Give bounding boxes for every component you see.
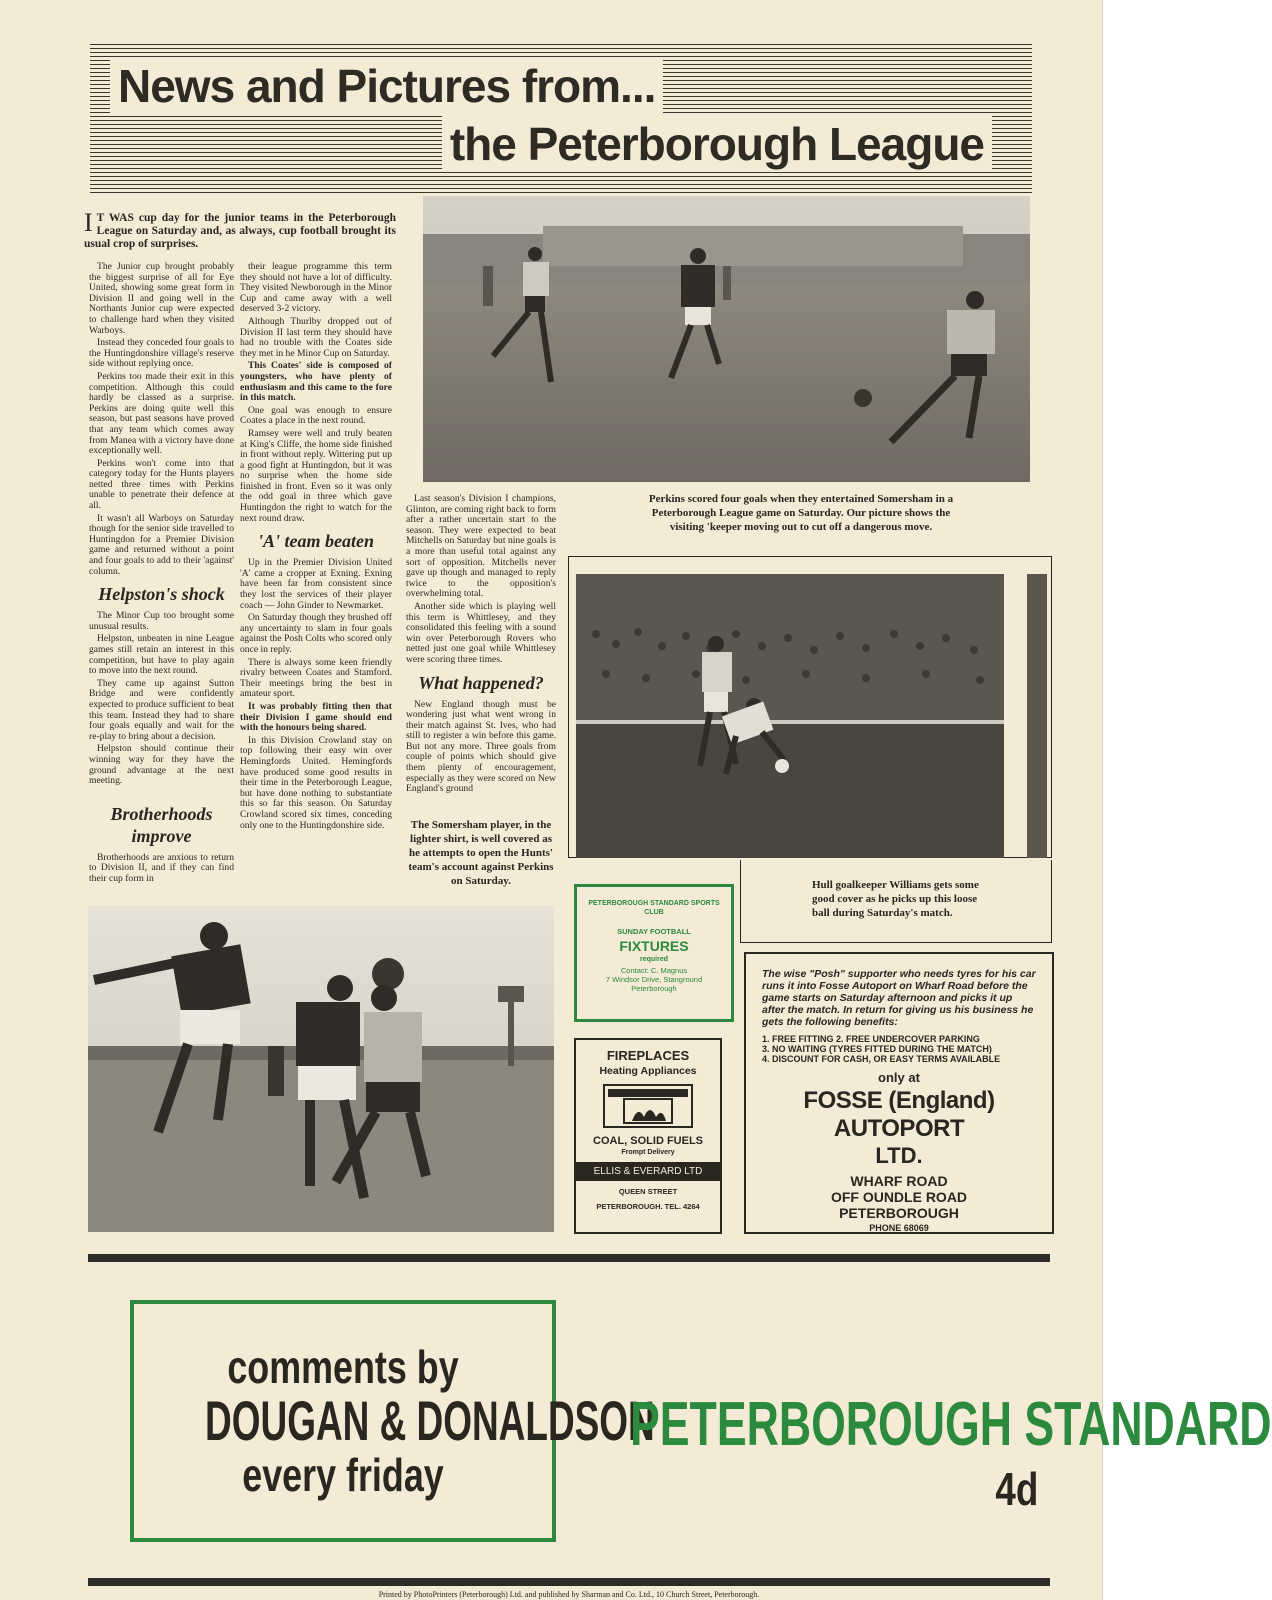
photo-heading-duel <box>88 906 554 1232</box>
caption-perkins: Perkins scored four goals when they entertained Somersham in a Peterborough League game on Saturday. Our picture shows the visiting 'keeper moving out to cut off a dangerous move. <box>648 493 954 533</box>
promo-paper-name: PETERBOROUGH STANDARD <box>630 1390 1272 1459</box>
paragraph: They came up against Sutton Bridge and were confidently expected to produce sufficient to beat this team. Instead they had to share four goals equally and wait for the re-play to bring about a decision. <box>89 677 234 742</box>
ad-sports-contact: Contact: C. Magnus <box>620 966 688 975</box>
ad-sports-title: PETERBOROUGH STANDARD SPORTS CLUB <box>588 900 720 916</box>
paragraph: It wasn't all Warboys on Saturday though for the senior side travelled to Huntingdon for a Premier Division game and returned without a point and four goals to add to their 'against' column. <box>89 512 234 577</box>
paragraph: Perkins won't come into that category today for the Hunts players netted three times with Perkins unable to penetrate their defence at all. <box>89 457 234 512</box>
ad-fosse-phone: PHONE 68069 <box>869 1223 929 1233</box>
benefit-4: 4. DISCOUNT FOR CASH, OR EASY TERMS AVAILABLE <box>762 1054 1001 1064</box>
benefit-1-2: 1. FREE FITTING 2. FREE UNDERCOVER PARKING <box>762 1034 980 1044</box>
ad-fosse-name: FOSSE (England) AUTOPORT <box>803 1087 995 1142</box>
paragraph: Last season's Division I champions, Glinton, are coming right back to form after a rather uncertain start to the season. They were expected to beat Mitchells on Saturday but nine goals is a more than useful total against any sort of opposition. Mitchells never gave up though and managed to reply twice to the opposition's overwhelming total. <box>406 493 556 600</box>
paragraph: One goal was enough to ensure Coates a place in the next round. <box>240 404 392 427</box>
ad-fosse-only: only at <box>878 1070 920 1085</box>
imprint-footer: Printed by PhotoPrinters (Peterborough) Ltd. and published by Sharman and Co. Ltd., 10 Church Street, Peterborough. <box>378 1590 760 1599</box>
paragraph: their league programme this term they should not have a lot of difficulty. They visited Newborough in the Minor Cup and came away with a well deserved 3-2 victory. <box>240 261 392 315</box>
fireplace-icon <box>602 1083 694 1129</box>
paragraph: New England though must be wondering just what went wrong in their match against St. Ives, who had still to register a win before this game. But not any more. Three goals from couple of points which should give them plenty of encouragement, especially as they were scored on New England's ground <box>406 698 556 795</box>
paragraph: Brotherhoods are anxious to return to Division II, and if they can find their cup form in <box>89 851 234 884</box>
ad-fosse-ltd: LTD. <box>875 1143 923 1168</box>
article-column-1 <box>89 262 234 887</box>
paragraph: Ramsey were well and truly beaten at King's Cliffe, the home side finished in front without reply. Wittering put up a good fight at Huntingdon, but it was no surprise when the home side finished in front. Even so it was only the odd goal in three which gave Huntingdon the right to watch for the next round draw. <box>240 427 392 524</box>
ad-fire-firm: ELLIS & EVERARD LTD <box>576 1162 720 1181</box>
paragraph: The Minor Cup too brought some unusual results. <box>89 610 234 632</box>
paragraph-bold: This Coates' side is composed of youngsters, who have plenty of enthusiasm and this came to the fore in this match. <box>240 360 392 404</box>
ad-sports-club <box>574 884 734 1022</box>
paragraph: Helpston should continue their winning way for they have the ground advantage at the next meeting. <box>89 743 234 787</box>
ad-fire-title: FIREPLACES <box>606 1048 690 1063</box>
lead-paragraph <box>84 208 396 257</box>
promo-comments-box <box>130 1300 655 1542</box>
benefit-3: 3. NO WAITING (TYRES FITTED DURING THE MATCH) <box>762 1044 992 1054</box>
paragraph: Up in the Premier Division United 'A' came a cropper at Exning. Exning have been far from consistent since they lost the services of their player coach — John Ginder to Newmarket. <box>240 557 392 611</box>
subhead-brotherhoods: Brotherhoods <box>110 803 213 824</box>
ad-fire-sub: Heating Appliances <box>599 1065 697 1077</box>
paragraph-bold: It was probably fitting then that their Division I game should end with the honours being shared. <box>240 700 392 734</box>
ad-fosse-addr2: OFF OUNDLE ROAD <box>830 1189 968 1205</box>
ad-fosse-addr3: PETERBOROUGH <box>839 1205 959 1221</box>
ad-sports-town: Peterborough <box>631 984 677 993</box>
bottom-rule <box>88 1578 1050 1586</box>
caption-frame <box>740 860 1052 943</box>
drop-cap: I <box>84 208 93 237</box>
article-column-2 <box>240 262 392 833</box>
photo-perkins-match <box>423 196 1030 482</box>
photo-hull-goalkeeper <box>576 574 1004 858</box>
ad-fire-fuels: COAL, SOLID FUELS <box>593 1135 703 1147</box>
paragraph: The Junior cup brought probably the biggest surprise of all for Eye United, showing some great form in Division II and going well in the Northants Junior cup were expected to challenge hard when they visited Warboys. <box>89 261 234 336</box>
ad-fosse-addr1: WHARF ROAD <box>850 1173 948 1189</box>
ad-sports-sub: SUNDAY FOOTBALL <box>617 927 691 936</box>
paragraph: Although Thurlby dropped out of Division II last term they should have had no trouble with the Coates side they met in he Minor Cup on Saturday. <box>240 315 392 359</box>
paragraph: On Saturday though they brushed off any uncertainty to slam in four goals against the Posh Colts who scored only once in reply. <box>240 612 392 655</box>
ad-sports-fixtures: FIXTURES <box>619 938 689 954</box>
paragraph: In this Division Crowland stay on top following their easy win over Hemingfords United. Hemingfords have produced some good results in their time in the Peterborough League, but have done nothing to substantiate this so far this season. On Saturday Crowland scored six times, conceding only one to the Huntingdonshire side. <box>240 734 392 831</box>
ad-fosse-autoport <box>744 952 1054 1234</box>
ad-fireplaces <box>574 1038 722 1234</box>
headline-line-1: News and Pictures from... <box>110 58 663 114</box>
paragraph: Helpston, unbeaten in nine League games still retain an interest in this competition, but have to play again to move into the next round. <box>89 633 234 677</box>
subhead-improve: improve <box>131 825 192 846</box>
photo-edge-strip <box>1027 574 1047 858</box>
ad-fire-delivery: Frompt Delivery <box>621 1149 675 1156</box>
subhead-what-happened: What happened? <box>418 672 544 693</box>
paragraph: Another side which is playing well this term is Whittlesey, and they consolidated this feeling with a sound win over Peterborough Rovers who netted just one goal while Whittlesey were scoring three times. <box>406 600 556 665</box>
masthead <box>90 44 1032 194</box>
article-column-3 <box>406 494 556 797</box>
ad-fire-street: QUEEN STREET <box>618 1187 678 1196</box>
ad-fosse-benefits <box>746 1028 1052 1064</box>
caption-somersham: The Somersham player, in the lighter shirt, is well covered as he attempts to open the Hunts' team's account against Perkins on Saturday. <box>408 819 554 887</box>
paragraph: There is always some keen friendly rivalry between Coates and Stamford. Their meetings bring the best in amateur sport. <box>240 656 392 700</box>
ad-fire-town: PETERBOROUGH. TEL. 4264 <box>596 1202 700 1211</box>
subhead-a-team: 'A' team beaten <box>258 531 374 552</box>
ad-sports-address: 7 Windsor Drive, Stanground <box>605 975 703 984</box>
ad-fosse-intro: The wise "Posh" supporter who needs tyres for his car runs it into Fosse Autoport on Wharf Road before the game starts on Saturday afternoon and picks it up after the match. In return for giving us his business he gets the following benefits: <box>762 968 1036 1028</box>
caption-hull: Hull goalkeeper Williams gets some good cover as he picks up this loose ball during Saturday's match. <box>812 879 979 919</box>
divider-rule <box>88 1254 1050 1262</box>
promo-line-1: comments by <box>227 1341 459 1393</box>
promo-line-2: DOUGAN & DONALDSON <box>205 1389 655 1452</box>
paragraph: Perkins too made their exit in this competition. Although this could hardly be classed as a surprise. Perkins are doing quite well this season, but past seasons have proved that any team which comes away from Manea with a victory have done exceptionally well. <box>89 370 234 457</box>
ad-sports-required: required <box>639 956 668 963</box>
subhead-helpston: Helpston's shock <box>98 584 225 605</box>
promo-price: 4d <box>995 1463 1039 1515</box>
headline-line-2: the Peterborough League <box>442 116 992 172</box>
lead-text: T WAS cup day for the junior teams in the Peterborough League on Saturday and, as always, cup football brought its usual crop of surprises. <box>84 212 396 250</box>
promo-line-3: every friday <box>242 1449 444 1501</box>
paragraph: Instead they conceded four goals to the Huntingdonshire village's reserve side without replying once. <box>89 337 234 370</box>
